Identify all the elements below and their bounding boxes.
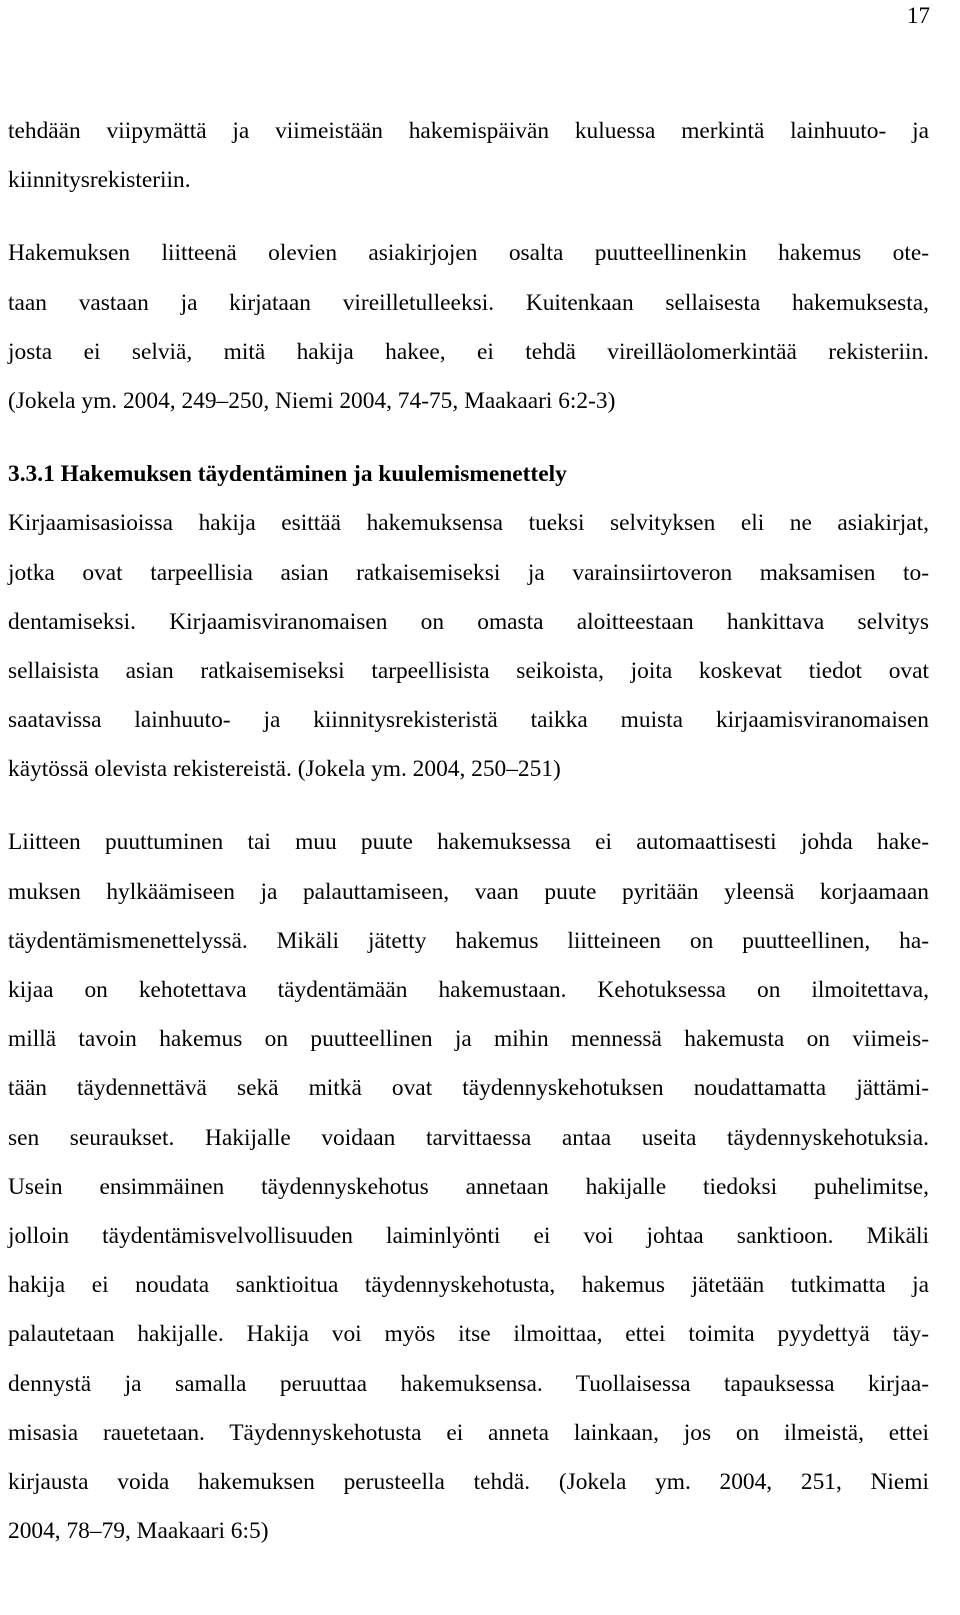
paragraph xyxy=(8,229,929,426)
text-line: Usein ensimmäinen täydennyskehotus annetaan hakijalle tiedoksi puhelimitse, xyxy=(8,1173,929,1200)
text-line: täydentämismenettelyssä. Mikäli jätetty hakemus liitteineen on puutteellinen, ha- xyxy=(8,927,929,954)
text-line: Liitteen puuttuminen tai muu puute hakemuksessa ei automaattisesti johda hake- xyxy=(8,829,929,856)
section-heading: 3.3.1 Hakemuksen täydentäminen ja kuulemismenettely xyxy=(8,461,567,488)
text-line: taan vastaan ja kirjataan vireilletulleeksi. Kuitenkaan sellaisesta hakemuksesta, xyxy=(8,289,929,316)
text-line: (Jokela ym. 2004, 249–250, Niemi 2004, 74-75, Maakaari 6:2-3) xyxy=(8,387,616,414)
text-line: jolloin täydentämisvelvollisuuden laiminlyönti ei voi johtaa sanktioon. Mikäli xyxy=(8,1222,929,1249)
text-line: millä tavoin hakemus on puutteellinen ja mihin mennessä hakemusta on viimeis- xyxy=(8,1026,929,1053)
text-line: dentamiseksi. Kirjaamisviranomaisen on omasta aloitteestaan hankittava selvitys xyxy=(8,608,929,635)
text-line: sellaisista asian ratkaisemiseksi tarpeellisista seikoista, joita koskevat tiedot ovat xyxy=(8,657,929,684)
text-line: Kirjaamisasioissa hakija esittää hakemuksensa tueksi selvityksen eli ne asiakirjat, xyxy=(8,510,929,537)
paragraph xyxy=(8,499,929,794)
text-line: jotka ovat tarpeellisia asian ratkaisemiseksi ja varainsiirtoveron maksamisen to- xyxy=(8,559,929,586)
text-line: saatavissa lainhuuto- ja kiinnitysrekisteristä taikka muista kirjaamisviranomaisen xyxy=(8,707,929,734)
text-line: palautetaan hakijalle. Hakija voi myös itse ilmoittaa, ettei toimita pyydettyä täy- xyxy=(8,1321,929,1348)
text-line: tehdään viipymättä ja viimeistään hakemispäivän kuluessa merkintä lainhuuto- ja xyxy=(8,118,929,144)
text-line: dennystä ja samalla peruuttaa hakemuksensa. Tuollaisessa tapauksessa kirjaa- xyxy=(8,1370,929,1397)
page-body xyxy=(8,107,929,1556)
text-line: kiinnitysrekisteriin. xyxy=(8,167,191,194)
text-line: misasia rauetetaan. Täydennyskehotusta ei anneta lainkaan, jos on ilmeistä, ettei xyxy=(8,1419,929,1446)
paragraph xyxy=(8,107,929,205)
text-line: muksen hylkäämiseen ja palauttamiseen, vaan puute pyritään yleensä korjaamaan xyxy=(8,878,929,905)
page-number: 17 xyxy=(907,3,930,28)
text-line: sen seuraukset. Hakijalle voidaan tarvittaessa antaa useita täydennyskehotuksia. xyxy=(8,1124,929,1151)
text-line: kirjausta voida hakemuksen perusteella tehdä. (Jokela ym. 2004, 251, Niemi xyxy=(8,1468,929,1495)
text-line: 2004, 78–79, Maakaari 6:5) xyxy=(8,1518,269,1545)
text-line: tään täydennettävä sekä mitkä ovat täydennyskehotuksen noudattamatta jättämi- xyxy=(8,1075,929,1102)
text-line: kijaa on kehotettava täydentämään hakemustaan. Kehotuksessa on ilmoitettava, xyxy=(8,977,929,1003)
paragraph xyxy=(8,818,929,1556)
text-line: käytössä olevista rekistereistä. (Jokela ym. 2004, 250–251) xyxy=(8,756,561,783)
text-line: hakija ei noudata sanktioitua täydennyskehotusta, hakemus jätetään tutkimatta ja xyxy=(8,1272,929,1299)
text-line: josta ei selviä, mitä hakija hakee, ei tehdä vireilläolomerkintää rekisteriin. xyxy=(8,338,929,365)
text-line: Hakemuksen liitteenä olevien asiakirjojen osalta puutteellinenkin hakemus ote- xyxy=(8,240,929,267)
